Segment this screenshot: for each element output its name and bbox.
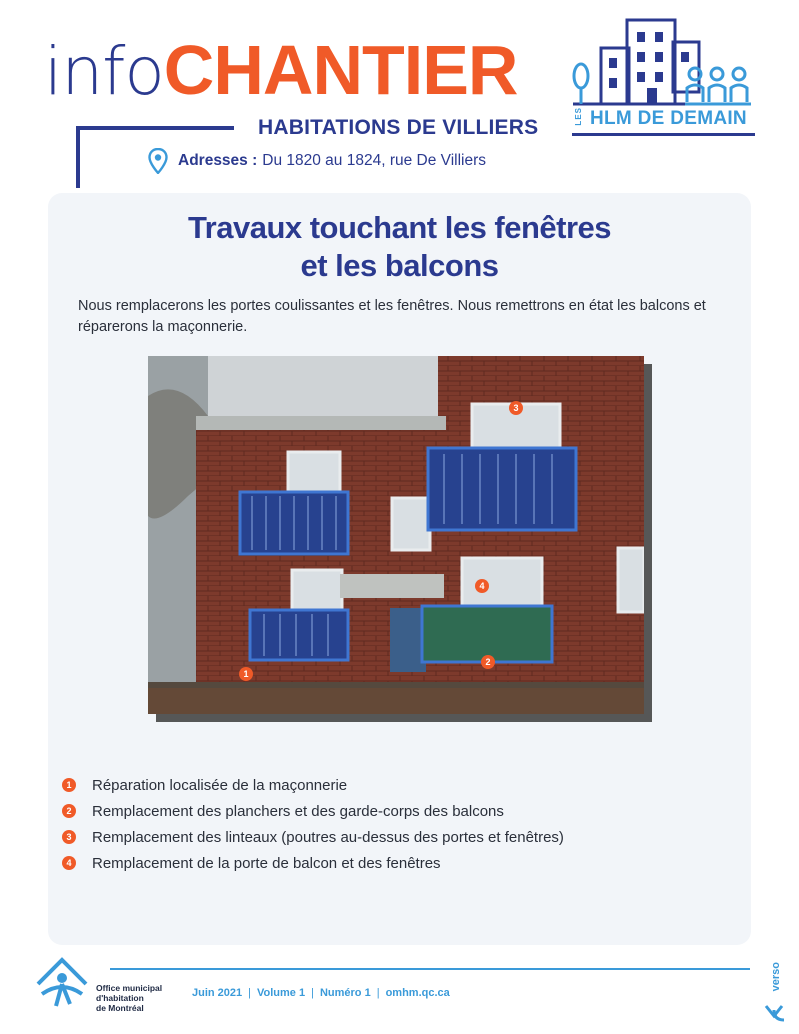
issue-number: Numéro 1 bbox=[319, 987, 371, 999]
page-title bbox=[48, 209, 751, 285]
legend-text: Remplacement des linteaux (poutres au-dessus des portes et fenêtres) bbox=[92, 828, 564, 846]
verso-label[interactable]: verso bbox=[770, 962, 782, 992]
header-rule-horizontal bbox=[76, 126, 234, 130]
legend-item bbox=[62, 798, 564, 824]
brand-logo bbox=[44, 30, 517, 110]
photo-marker-1: 1 bbox=[243, 669, 249, 679]
address-line bbox=[148, 148, 486, 174]
issue-volume: Volume 1 bbox=[257, 987, 306, 999]
legend-text: Réparation localisée de la maçonnerie bbox=[92, 776, 348, 794]
footer-rule bbox=[110, 968, 750, 970]
legend-list bbox=[62, 772, 564, 876]
issue-date: Juin 2021 bbox=[192, 987, 243, 999]
hlm-underline bbox=[572, 133, 755, 136]
issue-meta: Juin 2021 | Volume 1 | Numéro 1 | omhm.qc.ca bbox=[192, 987, 450, 999]
building-photo bbox=[148, 356, 644, 714]
header-rule-vertical bbox=[76, 126, 80, 188]
org-name bbox=[96, 983, 162, 1013]
page-title-line2: et les balcons bbox=[300, 248, 499, 283]
legend-item bbox=[62, 772, 564, 798]
website-link[interactable]: omhm.qc.ca bbox=[385, 987, 450, 999]
photo-marker-4: 4 bbox=[479, 581, 485, 591]
hlm-title: HLM DE DEMAIN bbox=[590, 108, 747, 129]
legend-number-badge: 3 bbox=[62, 830, 76, 844]
legend-item bbox=[62, 850, 564, 876]
org-name-line1: Office municipal bbox=[96, 983, 163, 993]
address-label: Adresses : bbox=[178, 152, 258, 169]
org-name-line2: d'habitation bbox=[96, 993, 144, 1003]
location-pin-icon bbox=[148, 148, 168, 174]
address-value: Du 1820 au 1824, rue De Villiers bbox=[262, 152, 487, 169]
legend-number-badge: 1 bbox=[62, 778, 76, 792]
photo-marker-3: 3 bbox=[513, 403, 519, 413]
org-name-line3: de Montréal bbox=[96, 1003, 144, 1013]
brand-prefix: info bbox=[44, 33, 164, 110]
legend-text: Remplacement de la porte de balcon et des fenêtres bbox=[92, 854, 441, 872]
brand-main: CHANTIER bbox=[163, 31, 518, 109]
legend-item bbox=[62, 824, 564, 850]
omhm-logo-icon bbox=[34, 954, 90, 1014]
legend-number-badge: 2 bbox=[62, 804, 76, 818]
legend-number-badge: 4 bbox=[62, 856, 76, 870]
project-subtitle: HABITATIONS DE VILLIERS bbox=[258, 116, 539, 139]
intro-paragraph: Nous remplacerons les portes coulissantes et les fenêtres. Nous remettrons en état les balcons et réparerons la maçonnerie. bbox=[78, 298, 706, 335]
building-illustration bbox=[148, 356, 644, 714]
legend-text: Remplacement des planchers et des garde-corps des balcons bbox=[92, 802, 504, 820]
photo-marker-2: 2 bbox=[485, 657, 491, 667]
hlm-tag: LES bbox=[574, 107, 583, 126]
page-title-line1: Travaux touchant les fenêtres bbox=[187, 210, 612, 245]
